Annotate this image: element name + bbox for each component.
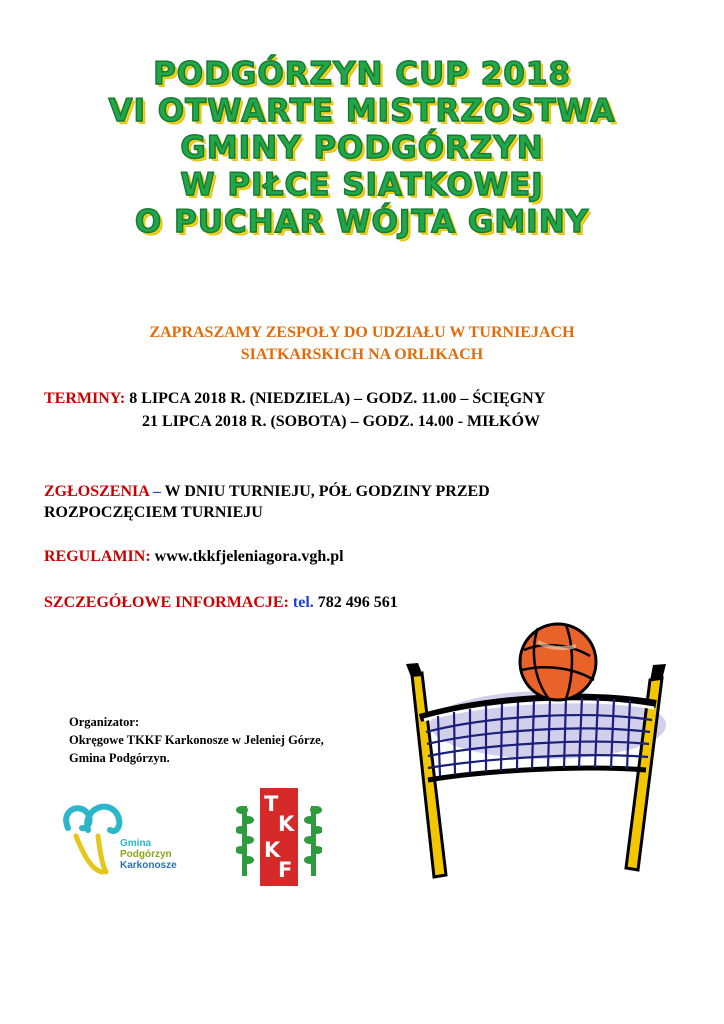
registration-text-1: W DNIU TURNIEJU, PÓŁ GODZINY PRZED xyxy=(164,483,490,500)
gmina-logo-line-2: Podgórzyn xyxy=(120,849,172,860)
title-line-4: W PIŁCE SIATKOWEJ xyxy=(180,167,544,203)
gmina-logo-line-3: Karkonosze xyxy=(120,860,177,871)
rules-row xyxy=(44,546,344,568)
invitation-line-1: ZAPRASZAMY ZESPOŁY DO UDZIAŁU W TURNIEJACH xyxy=(149,324,575,341)
tkkf-letters xyxy=(260,788,298,886)
tkkf-letter-k2: K xyxy=(264,838,281,862)
organizer-heading: Organizator: xyxy=(69,715,140,729)
tkkf-letter-f: F xyxy=(278,858,293,882)
details-label: SZCZEGÓŁOWE INFORMACJE: xyxy=(44,594,289,611)
details-row xyxy=(44,592,398,614)
organizer-line-1: Okręgowe TKKF Karkonosze w Jeleniej Górze, xyxy=(69,733,324,747)
volleyball-icon xyxy=(520,624,596,700)
title-line-1: PODGÓRZYN CUP 2018 xyxy=(153,56,571,92)
gmina-logo-text xyxy=(120,838,177,871)
registration-row-2 xyxy=(44,502,263,524)
title-line-2: VI OTWARTE MISTRZOSTWA xyxy=(108,93,616,129)
gmina-logo-line-1: Gmina xyxy=(120,838,152,849)
terms-row-2 xyxy=(142,411,540,433)
registration-dash: – xyxy=(152,483,161,500)
invitation-line-2: SIATKARSKICH NA ORLIKACH xyxy=(240,346,484,363)
rules-link[interactable]: www.tkkfjeleniagora.vgh.pl xyxy=(154,548,344,565)
organizer-line-2: Gmina Podgórzyn. xyxy=(69,751,170,765)
details-tel-label: tel. xyxy=(292,594,314,611)
terms-date-2: 21 LIPCA 2018 R. (SOBOTA) – GODZ. 14.00 - MIŁKÓW xyxy=(142,413,540,430)
registration-text-2: ROZPOCZĘCIEM TURNIEJU xyxy=(44,504,263,521)
invitation-text xyxy=(0,322,724,366)
tkkf-logo xyxy=(236,786,322,890)
volleyball-net-illustration xyxy=(398,620,688,900)
title-line-3: GMINY PODGÓRZYN xyxy=(180,130,544,166)
title-block xyxy=(0,56,724,241)
terms-row-1 xyxy=(44,388,545,410)
tkkf-letter-t: T xyxy=(264,792,279,816)
organizer-block xyxy=(69,713,324,767)
terms-label: TERMINY: xyxy=(44,390,126,407)
rules-label: REGULAMIN: xyxy=(44,548,151,565)
tkkf-letter-k1: K xyxy=(278,812,295,836)
terms-date-1: 8 LIPCA 2018 R. (NIEDZIELA) – GODZ. 11.00 – ŚCIĘGNY xyxy=(129,390,546,407)
details-phone: 782 496 561 xyxy=(317,594,398,611)
title-line-5: O PUCHAR WÓJTA GMINY xyxy=(134,204,590,240)
registration-row-1 xyxy=(44,481,490,503)
gmina-podgorzyn-logo xyxy=(58,800,198,878)
registration-label: ZGŁOSZENIA xyxy=(44,483,149,500)
